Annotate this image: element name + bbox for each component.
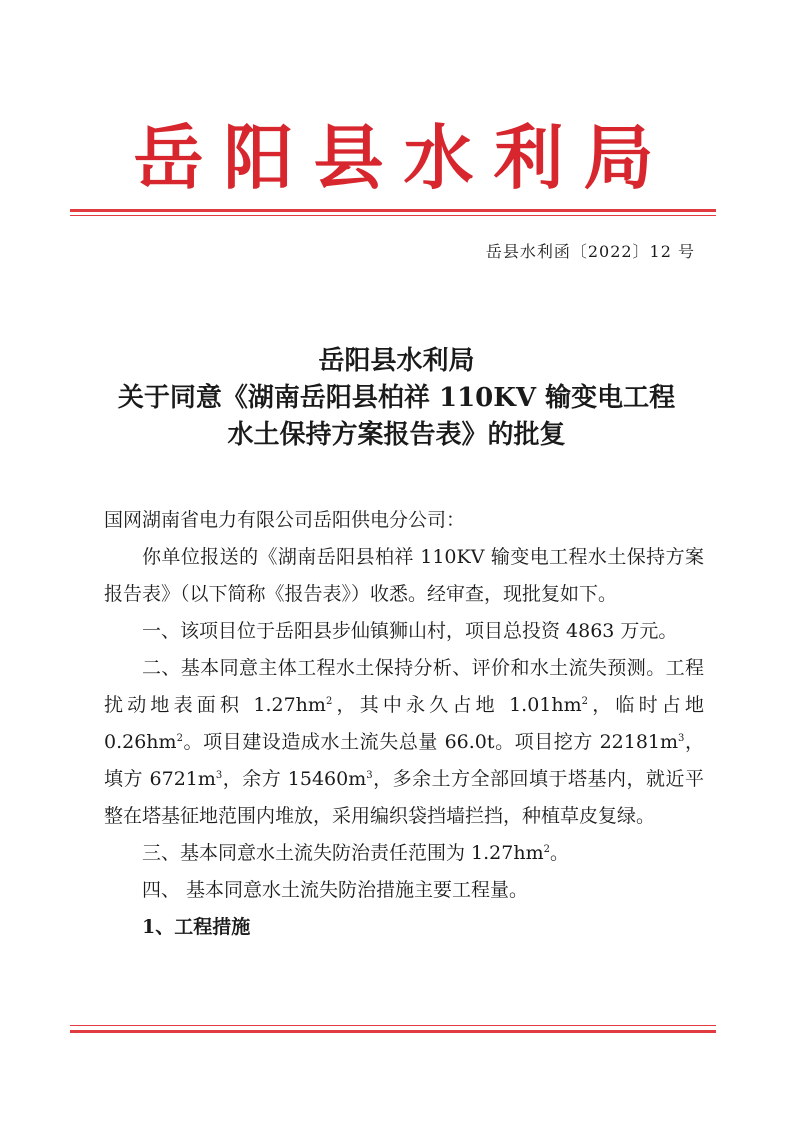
p3-part-a: 二、基本同意主体工程水土保持分析、评价和水土流失预测。工程扰动地表面积 1.27hm: [104, 657, 704, 716]
letterhead-org-name: 岳阳县水利局: [133, 116, 674, 199]
title-line-2: 关于同意《湖南岳阳县柏祥 110KV 输变电工程: [117, 383, 676, 413]
footer-rule-top: [70, 1025, 716, 1026]
p3-part-d: 。项目建设造成水土流失总量 66.0t。项目挖方 22181m: [182, 731, 679, 753]
superscript-3: 3: [366, 770, 373, 781]
letterhead-rule-bottom: [70, 215, 716, 216]
section-heading-engineering-measures: 1、工程措施: [142, 916, 251, 938]
paragraph-measures: 四、 基本同意水土流失防治措施主要工程量。: [142, 879, 529, 901]
superscript-3: 3: [678, 733, 685, 744]
superscript-2: 2: [325, 696, 333, 707]
title-line-1: 岳阳县水利局: [318, 346, 475, 376]
title-line-3: 水土保持方案报告表》的批复: [227, 420, 566, 450]
paragraph-receipt: 你单位报送的《湖南岳阳县柏祥 110KV 输变电工程水土保持方案报告表》（以下简称《报告表》）收悉。经审查，现批复如下。: [104, 546, 704, 605]
document-title: [0, 343, 793, 454]
p3-part-g: ，多余土方全部回填于塔基内，就近平整在塔基征地范围内堆放，采用编织袋挡墙拦挡，种植草皮复绿。: [104, 768, 704, 827]
superscript-2: 2: [581, 696, 589, 707]
p3-part-e: ，填方 6721m: [104, 731, 704, 790]
addressee: 国网湖南省电力有限公司岳阳供电分公司：: [104, 509, 466, 531]
p4-part-a: 三、基本同意水土流失防治责任范围为 1.27hm: [142, 842, 544, 864]
document-body: [104, 502, 704, 946]
superscript-2: 2: [176, 733, 183, 744]
paragraph-location: 一、该项目位于岳阳县步仙镇狮山村，项目总投资 4863 万元。: [142, 620, 678, 642]
p3-part-f: ，余方 15460m: [222, 768, 367, 790]
p3-part-c: ，临时占地 0.26hm: [104, 694, 704, 753]
paragraph-soil-analysis: [104, 650, 704, 835]
superscript-3: 3: [215, 770, 223, 781]
document-number: 岳县水利函〔2022〕12 号: [485, 242, 695, 261]
letterhead-rule-top: [70, 209, 716, 212]
p3-part-b: ，其中永久占地 1.01hm: [332, 694, 582, 716]
paragraph-responsibility-scope: [104, 835, 704, 872]
footer-rule-bottom: [70, 1030, 716, 1033]
superscript-2: 2: [543, 844, 550, 855]
p4-part-b: 。: [549, 842, 569, 864]
